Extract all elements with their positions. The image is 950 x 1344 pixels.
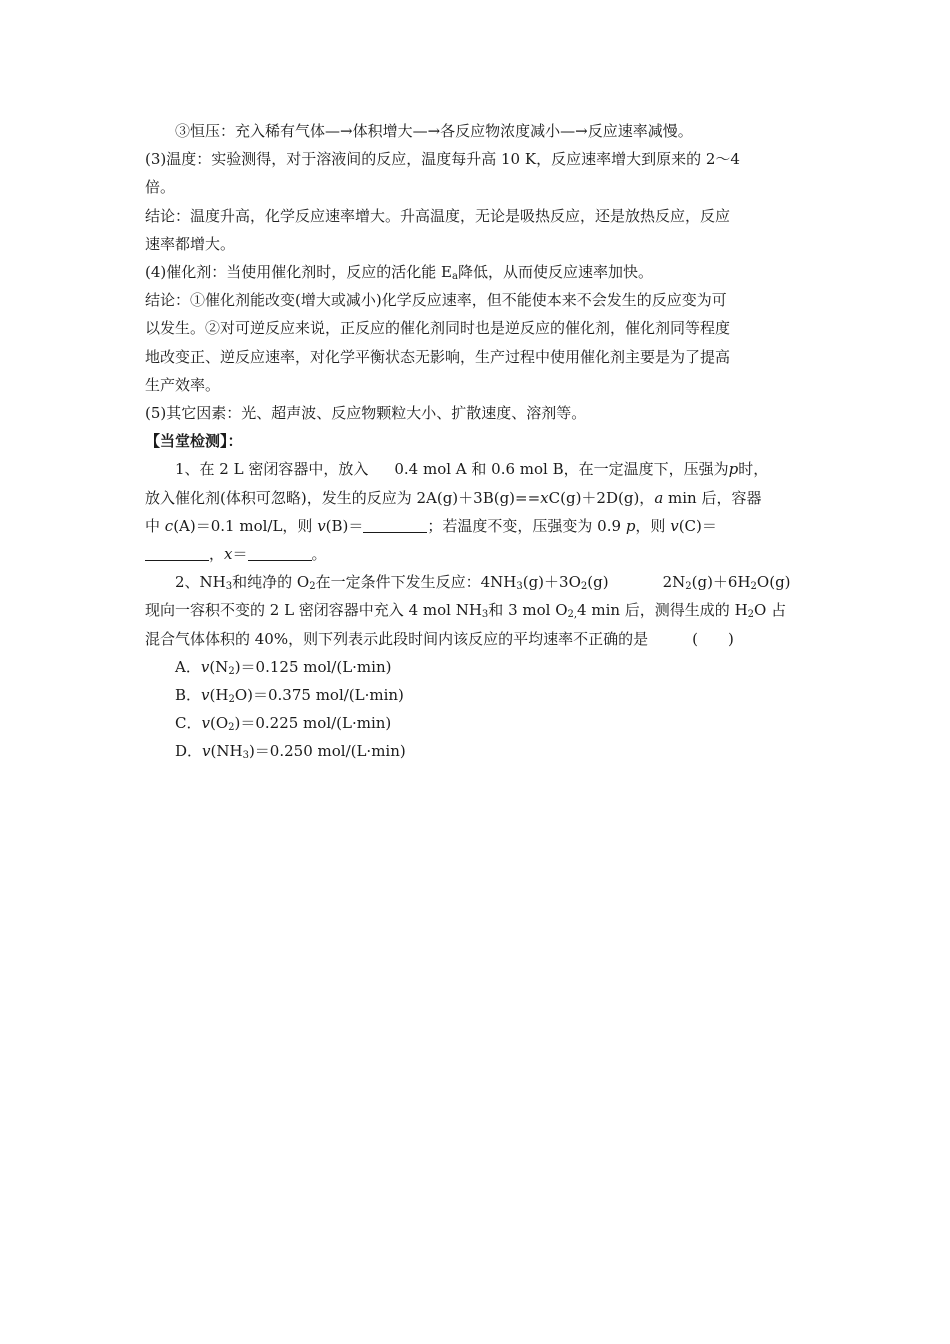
paragraph-catalyst — [145, 258, 825, 286]
variable: p — [728, 460, 739, 479]
subscript: 2, — [567, 609, 578, 621]
text: 放入催化剂(体积可忽略)，发生的反应为 2A(g)＋3B(g)== — [145, 488, 541, 507]
question-1-line-1 — [145, 455, 825, 483]
text: 2N — [662, 573, 686, 592]
subscript: 3 — [242, 750, 249, 762]
variable: v — [201, 686, 210, 705]
text: 中 — [145, 516, 165, 535]
text: (O — [209, 714, 229, 733]
paragraph-temperature-conclusion — [145, 202, 825, 230]
text: min 后，容器 — [663, 488, 762, 507]
option-b[interactable] — [145, 681, 825, 709]
text: O 占 — [754, 601, 787, 620]
text: (g) — [587, 573, 609, 592]
text: 0.4 mol A 和 0.6 mol B，在一定温度下，压强为 — [394, 460, 729, 479]
paragraph-temperature-cont — [145, 173, 825, 201]
variable: c — [164, 516, 174, 535]
text: (C)＝ — [678, 516, 717, 535]
subscript: 2 — [228, 722, 235, 734]
text: 在一定条件下发生反应：4NH — [315, 573, 517, 592]
text: (H — [209, 686, 229, 705]
variable: v — [670, 516, 679, 535]
text: 结论：温度升高，化学反应速率增大。升高温度，无论是吸热反应，还是放热反应，反应 — [145, 206, 731, 225]
question-2-line-1 — [145, 568, 825, 596]
text: 结论：①催化剂能改变(增大或减小)化学反应速率，但不能使本来不会发生的反应变为可 — [145, 291, 727, 310]
text: ，则 — [635, 516, 671, 535]
section-title — [145, 427, 825, 455]
paragraph-constant-pressure — [145, 117, 825, 145]
text: (g)＋6H — [691, 573, 751, 592]
text: (3)温度：实验测得，对于溶液间的反应，温度每升高 10 K，反应速率增大到原来的 2～4 — [145, 150, 740, 169]
text: C(g)＋2D(g)， — [548, 488, 655, 507]
answer-blank-x[interactable] — [248, 546, 312, 561]
text: 4 min 后，测得生成的 H — [577, 601, 748, 620]
question-1-line-2 — [145, 484, 825, 512]
text: ， — [209, 545, 225, 564]
answer-blank-vC[interactable] — [145, 546, 209, 561]
document-body — [145, 117, 825, 766]
subscript: 2 — [309, 581, 316, 593]
question-2-line-3 — [145, 625, 825, 653]
text: 1、在 2 L 密闭容器中，放入 — [175, 460, 369, 479]
variable: v — [200, 657, 210, 676]
text: )＝0.225 mol/(L·min) — [234, 714, 392, 733]
text: 以发生。②对可逆反应来说，正反应的催化剂同时也是逆反应的催化剂，催化剂同等程度 — [145, 319, 731, 338]
subscript: 2 — [750, 581, 757, 593]
subscript: 3 — [481, 609, 489, 621]
question-1-line-3 — [145, 512, 825, 540]
text: 2、NH — [175, 573, 226, 592]
text: 和 3 mol O — [488, 601, 568, 620]
answer-parentheses: ( ) — [692, 629, 734, 648]
variable: v — [202, 742, 211, 761]
text: 倍。 — [145, 178, 176, 197]
paragraph-temperature-conclusion-cont — [145, 230, 825, 258]
paragraph-catalyst-conclusion-1 — [145, 286, 825, 314]
variable: v — [201, 714, 210, 733]
text: (A)＝0.1 mol/L，则 — [173, 516, 318, 535]
section-heading: 【当堂检测】： — [145, 432, 243, 451]
text: O)＝0.375 mol/(L·min) — [234, 686, 404, 705]
paragraph-catalyst-conclusion-4 — [145, 371, 825, 399]
text: 混合气体体积的 40%，则下列表示此段时间内该反应的平均速率不正确的是 — [145, 629, 649, 648]
variable: v — [317, 516, 326, 535]
question-1-line-4 — [145, 540, 825, 568]
text: 和纯净的 O — [232, 573, 310, 592]
text: 地改变正、逆反应速率，对化学平衡状态无影响，生产过程中使用催化剂主要是为了提高 — [145, 347, 731, 366]
subscript: 3 — [225, 581, 233, 593]
option-c[interactable] — [145, 709, 825, 737]
answer-blank-vB[interactable] — [363, 518, 427, 533]
option-d[interactable] — [145, 737, 825, 765]
variable: p — [625, 516, 636, 535]
text: (g)＋3O — [522, 573, 581, 592]
text: 时， — [738, 460, 769, 479]
paragraph-catalyst-conclusion-3 — [145, 343, 825, 371]
text: )＝0.125 mol/(L·min) — [234, 657, 392, 676]
subscript: 2 — [228, 694, 235, 706]
text: ；若温度不变，压强变为 0.9 — [427, 516, 626, 535]
subscript: 3 — [516, 581, 523, 593]
subscript: 2 — [747, 609, 755, 621]
text: 速率都增大。 — [145, 234, 236, 253]
paragraph-catalyst-conclusion-2 — [145, 314, 825, 342]
variable: x — [224, 545, 233, 564]
text: (4)催化剂：当使用催化剂时，反应的活化能 E — [145, 263, 452, 282]
subscript: 2 — [228, 665, 235, 677]
subscript: 2 — [580, 581, 588, 593]
variable: x — [540, 488, 549, 507]
text: 。 — [311, 545, 327, 564]
option-letter: C． — [175, 714, 202, 733]
text: ③恒压：充入稀有气体—→体积增大—→各反应物浓度减小—→反应速率减慢。 — [175, 122, 693, 140]
paragraph-temperature — [145, 145, 825, 173]
subscript: 2 — [685, 581, 692, 593]
text: (NH — [210, 742, 243, 761]
option-letter: D． — [175, 742, 203, 761]
text: 生产效率。 — [145, 375, 221, 394]
question-2-line-2 — [145, 596, 825, 624]
text: )＝0.250 mol/(L·min) — [248, 742, 406, 761]
paragraph-other-factors — [145, 399, 825, 427]
subscript: a — [451, 271, 458, 283]
text: 现向一容积不变的 2 L 密闭容器中充入 4 mol NH — [145, 601, 482, 620]
text: O(g) — [756, 573, 791, 592]
option-letter: B． — [175, 686, 202, 705]
option-letter: A． — [175, 657, 201, 676]
text: (B)＝ — [325, 516, 364, 535]
variable: a — [654, 488, 664, 507]
text: ＝ — [232, 545, 248, 564]
text: 降低，从而使反应速率加快。 — [457, 263, 653, 282]
text: (5)其它因素：光、超声波、反应物颗粒大小、扩散速度、溶剂等。 — [145, 404, 587, 423]
text: (N — [209, 657, 229, 676]
option-a[interactable] — [145, 653, 825, 681]
